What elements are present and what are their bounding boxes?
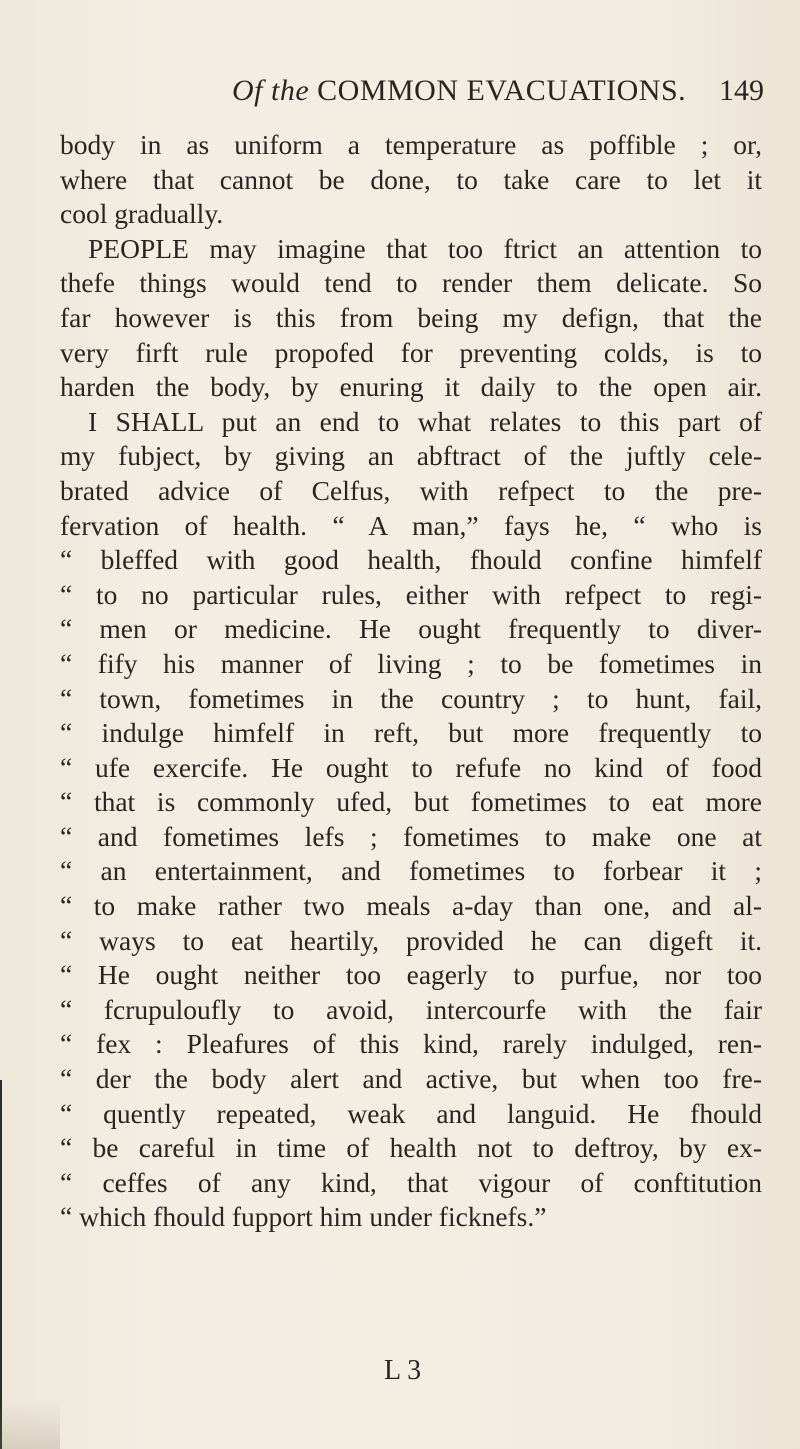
text-line: “ an entertainment, and fometimes to forbear it ; [60, 855, 762, 887]
text-line: “ to no particular rules, either with refpect to regi- [60, 578, 762, 610]
body-text [60, 128, 762, 1235]
text-line: my fubject, by giving an abftract of the juftly cele- [60, 440, 762, 472]
text-line: brated advice of Celfus, with refpect to the pre- [60, 474, 762, 506]
text-line: “ ways to eat heartily, provided he can digeft it. [60, 924, 762, 956]
text-line: “ ceffes of any kind, that vigour of conftitution [60, 1166, 762, 1198]
text-line: “ fcrupuloufly to avoid, intercourfe with the fair [60, 993, 762, 1025]
text-line: “ He ought neither too eagerly to purfue, nor too [60, 959, 762, 991]
text-line: “ that is commonly ufed, but fometimes to eat more [60, 786, 762, 818]
text-line: far however is this from being my defign, that the [60, 301, 762, 333]
text-line: “ fify his manner of living ; to be fometimes in [60, 647, 762, 679]
text-line: “ der the body alert and active, but when too fre- [60, 1063, 762, 1095]
page-edge [0, 1080, 2, 1449]
running-header [232, 74, 772, 118]
running-title-prefix: Of the [232, 74, 310, 107]
text-line: I SHALL put an end to what relates to this part of [88, 405, 762, 437]
text-line: “ to make rather two meals a-day than one, and al- [60, 890, 762, 922]
text-line: body in as uniform a temperature as poffible ; or, [60, 129, 762, 160]
text-line: cool gradually. [60, 198, 224, 230]
text-line: “ ufe exercife. He ought to refufe no kind of food [60, 751, 762, 783]
page-number: 149 [719, 74, 764, 107]
text-line: “ and fometimes lefs ; fometimes to make one at [60, 820, 762, 852]
text-line: “ town, fometimes in the country ; to hunt, fail, [60, 682, 762, 714]
text-line: “ men or medicine. He ought frequently to diver- [60, 613, 762, 645]
running-title-main: COMMON EVACUATIONS. [317, 74, 687, 107]
text-line: “ indulge himfelf in reft, but more frequently to [60, 717, 762, 749]
text-line: “ fex : Pleafures of this kind, rarely indulged, ren- [60, 1028, 762, 1060]
text-line: where that cannot be done, to take care to let it [60, 163, 762, 195]
text-line: fervation of health. “ A man,” fays he, “ who is [60, 509, 762, 541]
text-line: “ quently repeated, weak and languid. He fhould [60, 1097, 762, 1129]
text-line: harden the body, by enuring it daily to the open air. [60, 371, 762, 403]
running-title [232, 74, 686, 108]
page-corner-shadow [0, 1400, 60, 1449]
text-line: very firft rule propofed for preventing colds, is to [60, 336, 762, 368]
text-line: PEOPLE may imagine that too ftrict an attention to [88, 232, 762, 264]
text-line: “ bleffed with good health, fhould confine himfelf [60, 544, 762, 576]
signature-mark: L 3 [384, 1355, 422, 1386]
text-line: thefe things would tend to render them delicate. So [60, 267, 762, 299]
text-line: “ be careful in time of health not to deftroy, by ex- [60, 1132, 762, 1164]
text-line: “ which fhould fupport him under ficknefs.” [60, 1201, 547, 1233]
